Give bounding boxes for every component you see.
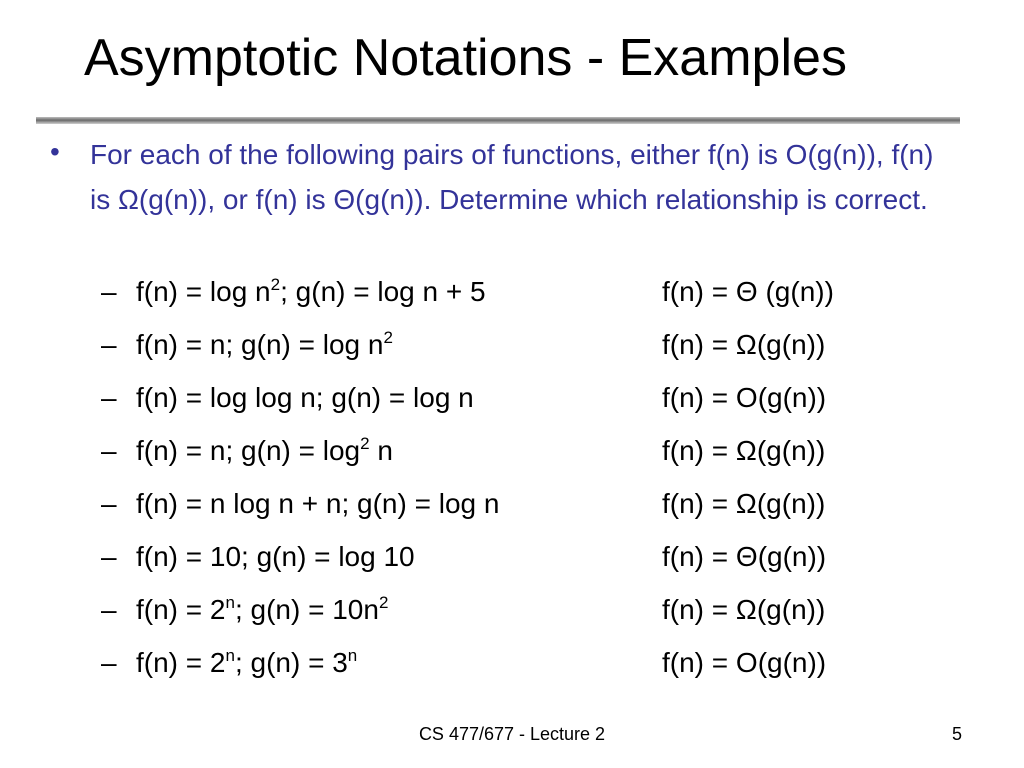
dash-marker: – — [101, 488, 117, 519]
example-row — [0, 382, 1024, 430]
example-row — [0, 541, 1024, 589]
title-divider — [36, 117, 960, 124]
relationship-answer: f(n) = Θ (g(n)) — [662, 276, 834, 307]
exponent: n — [225, 592, 235, 612]
function-pair: $f(n) = \log n^2$; g(n) = log n + 5 — [136, 274, 486, 307]
example-row — [0, 329, 1024, 377]
function-pair: f(n) = n log n + n; g(n) = log n — [136, 488, 500, 519]
function-pair: f(n) = 10; g(n) = log 10 — [136, 541, 415, 572]
footer-text: CS 477/677 - Lecture 2 — [418, 724, 606, 744]
exponent: 2 — [378, 592, 389, 612]
relationship-answer: f(n) = Ω(g(n)) — [662, 594, 826, 625]
example-row — [0, 488, 1024, 536]
relationship-answer: f(n) = Θ(g(n)) — [662, 541, 827, 572]
dash-marker: – — [101, 276, 117, 307]
dash-marker: – — [101, 382, 117, 413]
exponent: n — [225, 645, 235, 665]
exponent: 2 — [270, 274, 281, 294]
exponent: 2 — [383, 327, 393, 347]
relationship-answer: f(n) = Ω(g(n)) — [662, 488, 826, 519]
function-pair: f(n) = n; $g(n) = \log n^2$ — [136, 327, 393, 360]
function-pair: $f(n) = 2^n$; $g(n) = 3^n$ — [136, 645, 358, 678]
exponent: n — [347, 645, 358, 665]
function-pair: f(n) = log log n; g(n) = log n — [136, 382, 474, 413]
relationship-answer: f(n) = Ω(g(n)) — [662, 435, 826, 466]
function-pair: $f(n) = 2^n$; $g(n) = 10n^2$ — [136, 592, 389, 625]
relationship-answer: f(n) = Ω(g(n)) — [662, 329, 826, 360]
slide-title: Asymptotic Notations - Examples — [84, 29, 847, 87]
dash-marker: – — [101, 594, 117, 625]
example-row — [0, 435, 1024, 483]
dash-marker: – — [101, 329, 117, 360]
relationship-answer: f(n) = O(g(n)) — [662, 382, 827, 413]
page-number: 5 — [951, 724, 962, 744]
dash-marker: – — [101, 435, 117, 466]
bullet-marker: • — [50, 136, 60, 167]
bullet-text: For each of the following pairs of functions, either f(n) is O(g(n)), f(n) is Ω(g(n)), or f(n) is Θ(g(n)). Determine which relationship is correct. — [90, 139, 934, 215]
dash-marker: – — [101, 647, 117, 678]
dash-marker: – — [101, 541, 117, 572]
relationship-answer: f(n) = O(g(n)) — [662, 647, 827, 678]
function-pair: f(n) = n; $g(n) = \log^2 n$ — [136, 433, 393, 466]
exponent: 2 — [360, 433, 370, 453]
example-row — [0, 276, 1024, 324]
example-row — [0, 594, 1024, 642]
example-row — [0, 647, 1024, 695]
